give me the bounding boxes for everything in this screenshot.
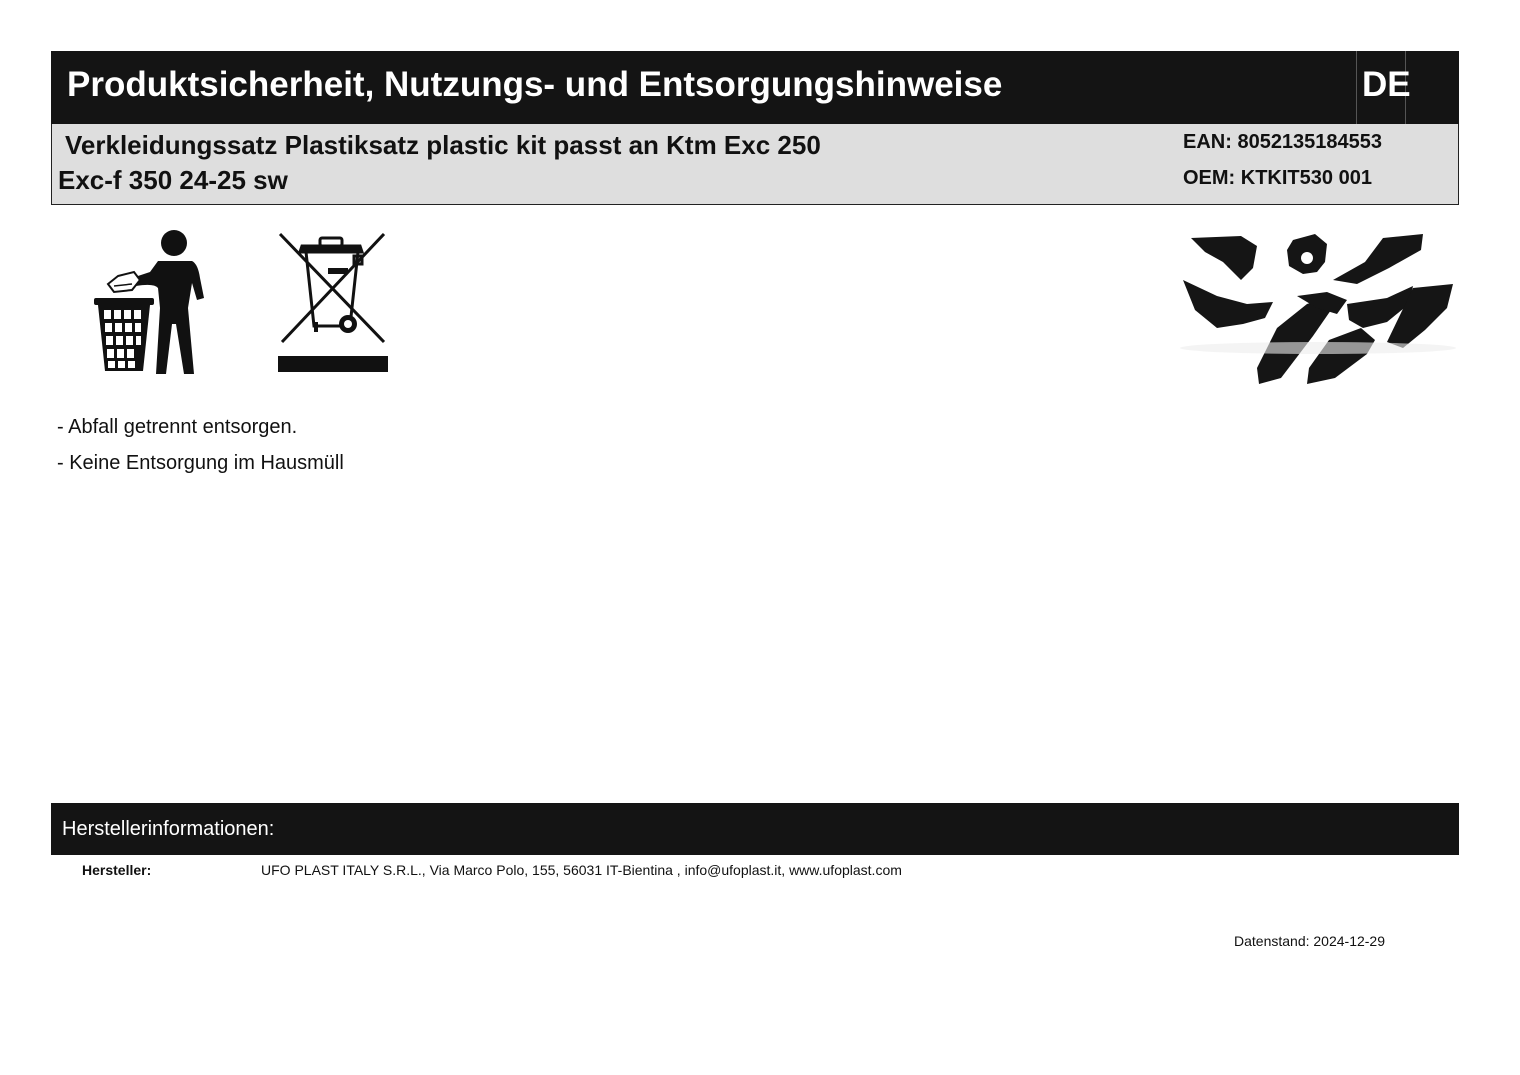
title-bar <box>51 51 1459 124</box>
ean-code: EAN: 8052135184553 <box>1183 131 1383 153</box>
disposal-note-household: - Keine Entsorgung im Hausmüll <box>57 452 344 474</box>
disposal-note-separate: - Abfall getrennt entsorgen. <box>57 416 298 438</box>
crossed-out-wheelie-bin-icon <box>276 230 390 374</box>
manufacturer-label: Hersteller: <box>82 862 152 878</box>
page-title: Produktsicherheit, Nutzungs- und Entsorgungshinweise <box>67 65 1003 104</box>
language-code: DE <box>1362 65 1411 104</box>
language-badge <box>1356 51 1411 124</box>
product-name-line1: Verkleidungssatz Plastiksatz plastic kit passt an Ktm Exc 250 <box>65 130 821 160</box>
manufacturer-details: UFO PLAST ITALY S.R.L., Via Marco Polo, 155, 56031 IT-Bientina , info@ufoplast.it, www.ufoplast.com <box>261 862 902 878</box>
manufacturer-section-title: Herstellerinformationen: <box>62 818 275 840</box>
oem-code: OEM: KTKIT530 001 <box>1183 167 1372 189</box>
product-name-line2: Exc-f 350 24-25 sw <box>58 165 288 195</box>
product-info-bar <box>51 124 1459 205</box>
manufacturer-section-header <box>51 803 1459 855</box>
plastic-kit-product-image <box>1177 228 1459 393</box>
data-date: Datenstand: 2024-12-29 <box>1234 933 1385 949</box>
litter-bin-person-icon <box>88 228 213 376</box>
